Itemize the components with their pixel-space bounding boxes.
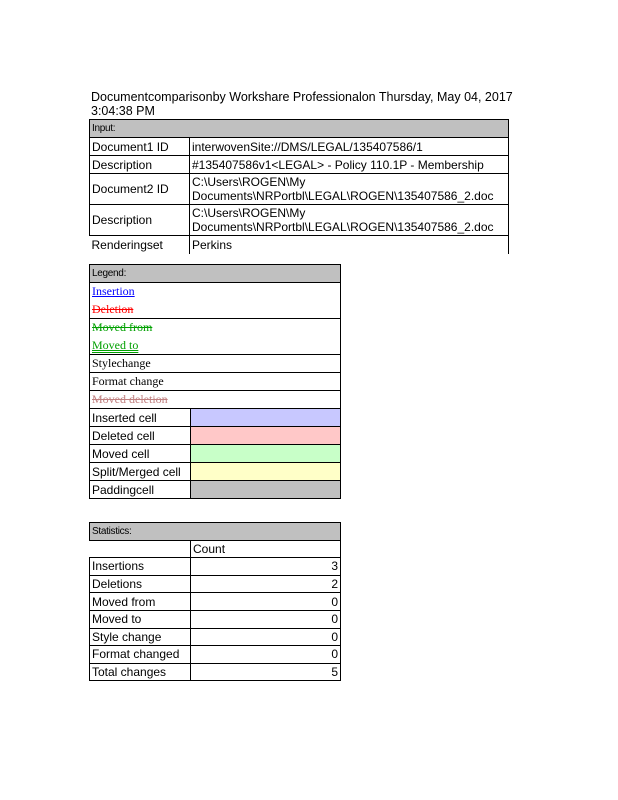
table-row [90,236,509,254]
legend-moved-from-cell [90,319,341,337]
report-title-line: Documentcomparisonby Workshare Professionalon Thursday, May 04, 2017 [91,90,513,104]
moved-cell-label: Moved cell [90,445,191,463]
count-column-header: Count [191,540,341,558]
description2-value-line2: Documents\NRPortbl\LEGAL\ROGEN\135407586_2.doc [192,220,494,234]
legend-cell-row [90,445,341,463]
insertions-label: Insertions [90,558,191,576]
report-header [91,90,521,118]
legend-moved-deletion-cell [90,391,341,409]
moved-from-label: Moved from [90,593,191,611]
legend-cell-row [90,427,341,445]
legend-moved-to-cell [90,337,341,355]
legend-moved-to: Moved to [92,337,139,352]
inserted-cell-swatch [191,409,341,427]
description1-value: #135407586v1<LEGAL> - Policy 110.1P - Membership [190,156,509,174]
legend-format-change-cell [90,373,341,391]
statistics-table [89,522,341,681]
legend-insertion-cell [90,283,341,301]
padding-cell-label: Paddingcell [90,481,191,499]
report-time-line: 3:04:38 PM [91,104,155,118]
legend-cell-row [90,409,341,427]
style-change-count: 0 [191,628,341,646]
doc2-id-value [190,174,509,205]
input-section-title: Input: [90,120,509,138]
rendering-set-label: Renderingset [90,236,190,254]
legend-table [89,264,341,499]
table-row [90,663,341,681]
format-changed-count: 0 [191,646,341,664]
split-merged-cell-swatch [191,463,341,481]
legend-insertion: Insertion [92,284,135,299]
table-row [90,156,509,174]
table-row [90,575,341,593]
table-row [90,593,341,611]
doc2-id-value-line2: Documents\NRPortbl\LEGAL\ROGEN\135407586_2.doc [192,189,494,203]
table-row [90,138,509,156]
moved-cell-swatch [191,445,341,463]
description2-value [190,205,509,236]
table-row [90,610,341,628]
doc1-id-label: Document1 ID [90,138,190,156]
legend-deletion-cell [90,301,341,319]
format-changed-label: Format changed [90,646,191,664]
table-row [90,558,341,576]
legend-style-change: Stylechange [92,356,151,370]
description2-value-line1: C:\Users\ROGEN\My [192,206,306,220]
description1-label: Description [90,156,190,174]
description2-label: Description [90,205,190,236]
doc2-id-value-line1: C:\Users\ROGEN\My [192,175,306,189]
doc1-id-value: interwovenSite://DMS/LEGAL/135407586/1 [190,138,509,156]
legend-moved-deletion: Moved deletion [92,392,168,406]
insertions-count: 3 [191,558,341,576]
doc2-id-label: Document2 ID [90,174,190,205]
table-row [90,628,341,646]
legend-cell-row [90,481,341,499]
deleted-cell-label: Deleted cell [90,427,191,445]
total-changes-label: Total changes [90,663,191,681]
legend-style-change-cell [90,355,341,373]
legend-section-title: Legend: [90,265,341,283]
style-change-label: Style change [90,628,191,646]
padding-cell-swatch [191,481,341,499]
table-row [90,646,341,664]
total-changes-count: 5 [191,663,341,681]
legend-deletion: Deletion [92,301,134,316]
deleted-cell-swatch [191,427,341,445]
legend-moved-from: Moved from [92,320,153,335]
inserted-cell-label: Inserted cell [90,409,191,427]
table-row [90,174,509,205]
moved-from-count: 0 [191,593,341,611]
table-row [90,205,509,236]
deletions-label: Deletions [90,575,191,593]
moved-to-count: 0 [191,610,341,628]
moved-to-label: Moved to [90,610,191,628]
legend-format-change: Format change [92,374,164,388]
input-table [89,119,509,254]
statistics-section-title: Statistics: [90,523,341,541]
legend-cell-row [90,463,341,481]
deletions-count: 2 [191,575,341,593]
split-merged-cell-label: Split/Merged cell [90,463,191,481]
rendering-set-value: Perkins [190,236,509,254]
statistics-blank-header [90,540,191,558]
